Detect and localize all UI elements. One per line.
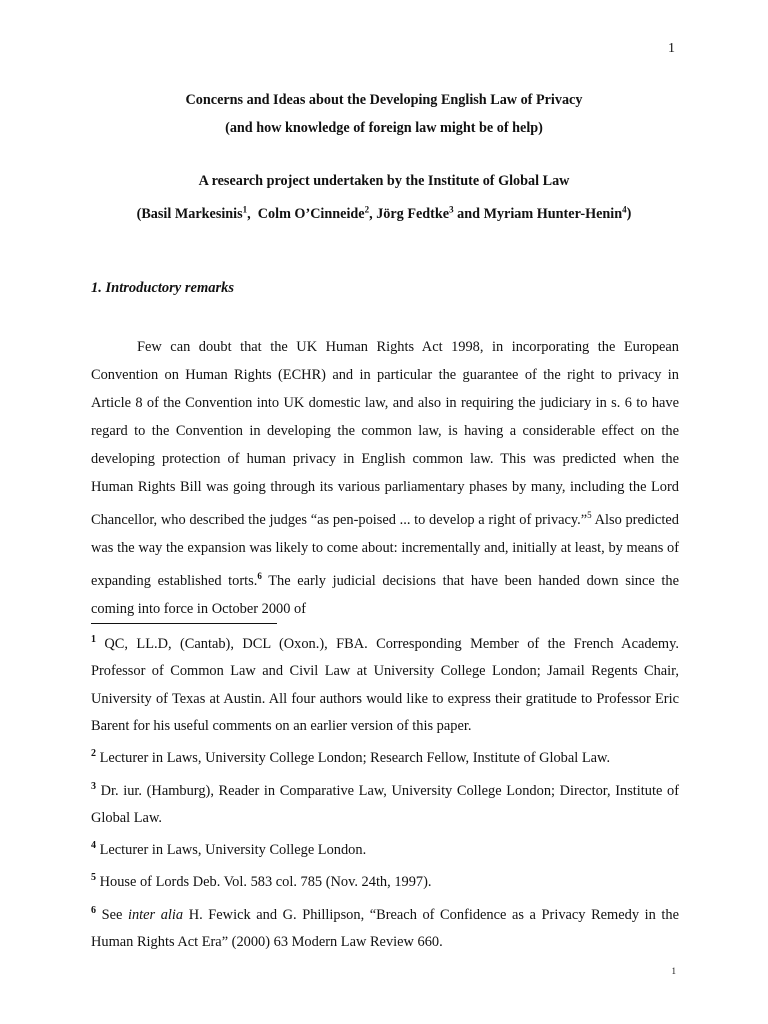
- author-1: (Basil Markesinis$^1$: [136, 204, 248, 222]
- document-title: [0, 86, 768, 142]
- author-2: , Colm O’Cinneide$^2$: [247, 204, 370, 222]
- paragraph-1: Few can doubt that the UK Human Rights Act 1998, in incorporating the European Convention on Human Rights (ECHR) and in particular the guarantee of the right to privacy in Article 8 of the Convention into UK domestic law, and also in requiring the judiciary in s. 6 to have regard to the Convention in developing the common law, is having a considerable effect on the developing protection of human privacy in English common law. This was predicted when the Human Rights Bill was going through its various parliamentary phases by many, including the Lord Chancellor, who described the judges “as pen-poised ... to develop a right of privacy.”$^5$ Also predicted was the way the expansion was likely to come about: incrementally and, initially at least, by means of expanding established torts.$^6$ The early judicial decisions that have been handed down since the coming into force in October 2000 of: [91, 339, 680, 617]
- author-3-note: 3: [449, 204, 454, 214]
- footnote-ref-5: 5: [587, 510, 592, 520]
- page-number: 1: [668, 41, 675, 56]
- body-text: [91, 333, 679, 623]
- section-heading: 1. Introductory remarks: [91, 280, 235, 296]
- footnotes: [91, 626, 679, 956]
- footnote-1: $^1$ QC, LL.D, (Cantab), DCL (Oxon.), FBA. Corresponding Member of the French Academy. Professor of Common Law and Civil Law at University College London; Jamail Regents Chair, University of Texas at Austin. All four authors would like to express their gratitude to Professor Eric Barent for his useful comments on an earlier version of this paper.: [91, 634, 679, 735]
- author-4: and Myriam Hunter-Henin$^4$: [453, 204, 627, 222]
- footnote-5: $^5$ House of Lords Deb. Vol. 583 col. 785 (Nov. 24th, 1997).: [91, 872, 432, 891]
- footnote-4: $^4$ Lecturer in Laws, University College London.: [91, 840, 367, 859]
- author-list: (Basil Markesinis$^1$, Colm O’Cinneide$^2$, Jörg Fedtke$^3$ and Myriam Hunter-Henin$^4$): [136, 204, 632, 222]
- author-4-note: 4: [622, 204, 627, 214]
- title-line-1: Concerns and Ideas about the Developing English Law of Privacy: [185, 92, 583, 108]
- bottom-page-mark: 1: [671, 966, 676, 976]
- footnote-ref-6: 6: [257, 570, 262, 581]
- subtitle-line-1: A research project undertaken by the Institute of Global Law: [198, 173, 570, 189]
- author-1-note: 1: [242, 204, 248, 214]
- title-line-2: (and how knowledge of foreign law might be of help): [225, 120, 543, 136]
- footnote-separator: [91, 623, 277, 624]
- author-2-note: 2: [364, 204, 370, 214]
- footnote-2: $^2$ Lecturer in Laws, University College London; Research Fellow, Institute of Global Law.: [91, 748, 611, 767]
- footnote-6: $^6$ See inter alia H. Fewick and G. Phillipson, “Breach of Confidence as a Privacy Remedy in the Human Rights Act Era” (2000) 63 Modern Law Review 660.: [91, 904, 679, 950]
- project-subtitle: [0, 167, 768, 228]
- author-3: , Jörg Fedtke$^3$: [369, 204, 454, 222]
- footnote-3: $^3$ Dr. iur. (Hamburg), Reader in Comparative Law, University College London; Director, Institute of Global Law.: [91, 780, 679, 826]
